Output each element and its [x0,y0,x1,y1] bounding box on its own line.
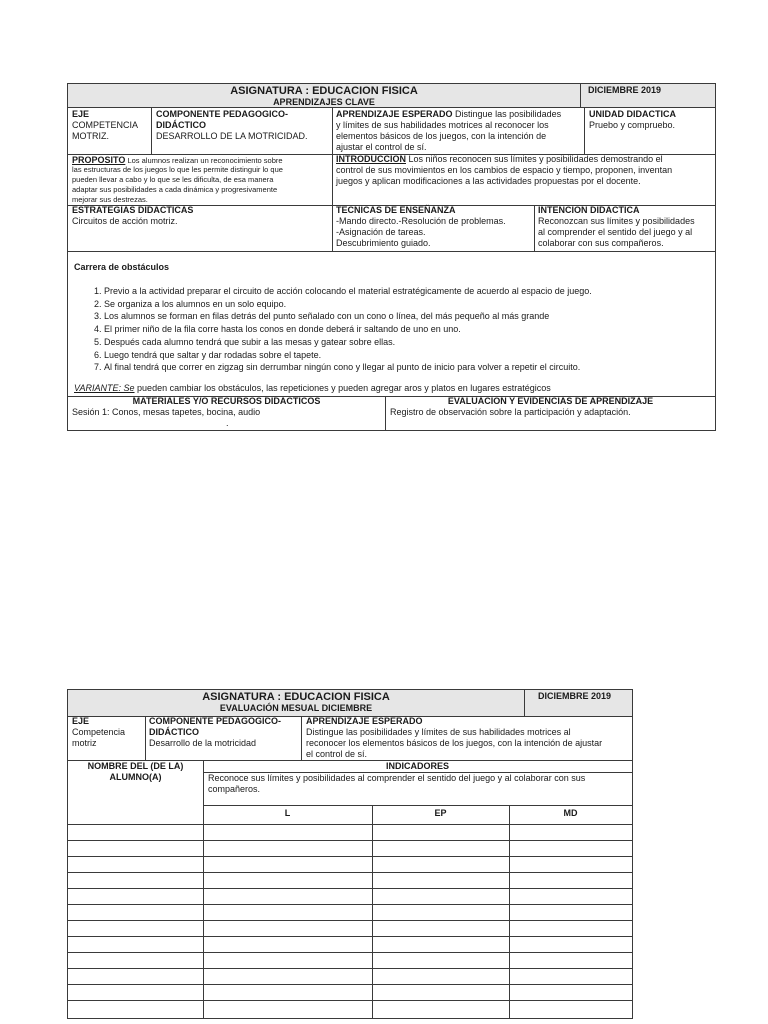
activity-step: 3. Los alumnos se forman en filas detrás del punto señalado con un cono o línea, del más pequeño al más grande [104,310,592,323]
table-row [68,952,632,953]
indicadores-header: INDICADORES [385,761,449,771]
table-row [68,984,632,985]
variante-label: VARIANTE: Se [74,383,135,393]
eval-title: ASIGNATURA : EDUCACION FISICA [202,691,390,703]
variante-text: pueden cambiar los obstáculos, las repeticiones y pueden agregar aros y platos en lugares estratégicos [137,383,551,393]
introduccion-text-3: juegos y aplican modificaciones a las actividades propuestas por el docente. [336,176,641,186]
aprendizaje-text-3: elementos básicos de los juegos, con la intención de [336,131,547,141]
plan-subtitle: APRENDIZAJES CLAVE [273,97,375,107]
activity-step: 2. Se organiza a los alumnos en un solo equipo. [104,298,592,311]
intencion-line-3: colaborar con sus compañeros. [538,238,664,248]
aprendizaje-label: APRENDIZAJE ESPERADO [336,109,453,119]
table-row [68,856,632,857]
materiales-value: Sesión 1: Conos, mesas tapetes, bocina, audio [72,407,261,417]
eje-value-1: COMPETENCIA [72,120,139,130]
eval-month: DICIEMBRE 2019 [538,691,612,701]
aprendizaje-text-4: ajustar el control de sí. [336,142,427,152]
table-row [68,920,632,921]
eval-aprendizaje-line-1: Distingue las posibilidades y límites de sus habilidades motrices al [306,727,571,737]
tecnicas-label: TECNICAS DE ENSEÑANZA [336,205,456,215]
eval-componente-label-2: DIDÁCTICO [149,727,199,737]
col-ep: EP [434,808,447,818]
estrategias-label: ESTRATEGIAS DIDACTICAS [72,205,194,215]
activity-step: 7. Al final tendrá que correr en zigzag sin derrumbar ningún cono y llegar al punto de inicio para volver a repetir el circuito. [104,361,592,374]
estrategias-value: Circuitos de acción motriz. [72,216,178,226]
introduccion-label: INTRODUCCION [336,154,406,164]
tecnicas-line-1: -Mando directo.-Resolución de problemas. [336,216,506,226]
eval-aprendizaje-line-3: el control de sí. [306,749,368,759]
introduccion [336,154,663,165]
eval-eje-value-2: motriz [72,738,97,748]
eval-eje-value-1: Competencia [72,727,126,737]
indicador-text-1: Reconoce sus límites y posibilidades al comprender el sentido del juego y al colaborar con sus [208,773,586,783]
eval-componente-label-1: COMPONENTE PEDAGOGICO- [149,716,282,726]
proposito-text-5: mejorar sus destrezas. [72,195,148,204]
eval-aprendizaje-line-2: reconocer los elementos básicos de los juegos, con la intención de ajustar [306,738,603,748]
evaluation-table [67,689,633,1019]
nombre-header-1: NOMBRE DEL (DE LA) [87,761,184,771]
proposito-text-3: pueden llevar a cabo y lo que se les dificulta, de esa manera [72,175,274,184]
proposito-text-1: Los alumnos realizan un reconocimiento sobre [127,156,283,165]
col-l: L [284,808,291,818]
table-row [68,840,632,841]
activity-title: Carrera de obstáculos [74,262,170,272]
componente-value: DESARROLLO DE LA MOTRICIDAD. [156,131,308,141]
nombre-header-2: ALUMNO(A) [109,772,162,782]
eje-value-2: MOTRIZ. [72,131,109,141]
proposito-text-2: las estructuras de los juegos lo que les permite distinguir lo que [72,165,283,174]
table-row [68,936,632,937]
table-row [68,888,632,889]
evaluacion-label: EVALUACION Y EVIDENCIAS DE APRENDIZAJE [447,396,654,406]
table-row [68,872,632,873]
activity-step: 1. Previo a la actividad preparar el circuito de acción colocando el material estratégicamente de acuerdo al espacio de juego. [104,285,592,298]
table-row [68,824,632,825]
table-row [68,968,632,969]
intencion-label: INTENCION DIDACTICA [538,205,640,215]
aprendizaje-esperado [336,109,561,120]
unidad-label: UNIDAD DIDACTICA [589,109,676,119]
aprendizaje-text-2: y límites de sus habilidades motrices al reconocer los [336,120,549,130]
introduccion-text-2: control de sus movimientos en los cambios de espacio y tiempo, proponen, inventan [336,165,673,175]
evaluacion-value: Registro de observación sobre la participación y adaptación. [390,407,631,417]
componente-label-2: DIDÁCTICO [156,120,206,130]
activity-steps [68,285,592,374]
materiales-label: MATERIALES Y/O RECURSOS DIDACTICOS [132,396,321,406]
col-md: MD [563,808,578,818]
eval-subtitle: EVALUACIÓN MESUAL DICIEMBRE [219,703,373,713]
intencion-line-1: Reconozcan sus límites y posibilidades [538,216,695,226]
table-row [68,904,632,905]
activity-step: 4. El primer niño de la fila corre hasta los conos en donde deberá ir saltando de uno en uno. [104,323,592,336]
variante [74,383,551,394]
componente-label-1: COMPONENTE PEDAGOGICO- [156,109,289,119]
eval-componente-value: Desarrollo de la motricidad [149,738,257,748]
plan-month: DICIEMBRE 2019 [588,85,662,95]
lesson-plan-table [67,83,716,431]
activity-step: 6. Luego tendrá que saltar y dar rodadas sobre el tapete. [104,349,592,362]
eval-eje-label: EJE [72,716,90,726]
table-row [68,1000,632,1001]
introduccion-text-1: Los niños reconocen sus límites y posibilidades demostrando el [408,154,663,164]
indicador-text-2: compañeros. [208,784,261,794]
plan-title: ASIGNATURA : EDUCACION FISICA [230,85,418,97]
proposito-text-4: adaptar sus posibilidades a cada dinámica y progresivamente [72,185,278,194]
aprendizaje-text-1: Distingue las posibilidades [455,109,562,119]
activity-step: 5. Después cada alumno tendrá que subir a las mesas y gatear sobre ellas. [104,336,592,349]
eval-aprendizaje-label: APRENDIZAJE ESPERADO [306,716,423,726]
eje-label: EJE [72,109,90,119]
materiales-dot: . [226,418,229,428]
intencion-line-2: al comprender el sentido del juego y al [538,227,693,237]
unidad-value: Pruebo y compruebo. [589,120,676,130]
tecnicas-line-3: Descubrimiento guiado. [336,238,431,248]
proposito-label: PROPOSITO [72,155,126,165]
tecnicas-line-2: -Asignación de tareas. [336,227,426,237]
